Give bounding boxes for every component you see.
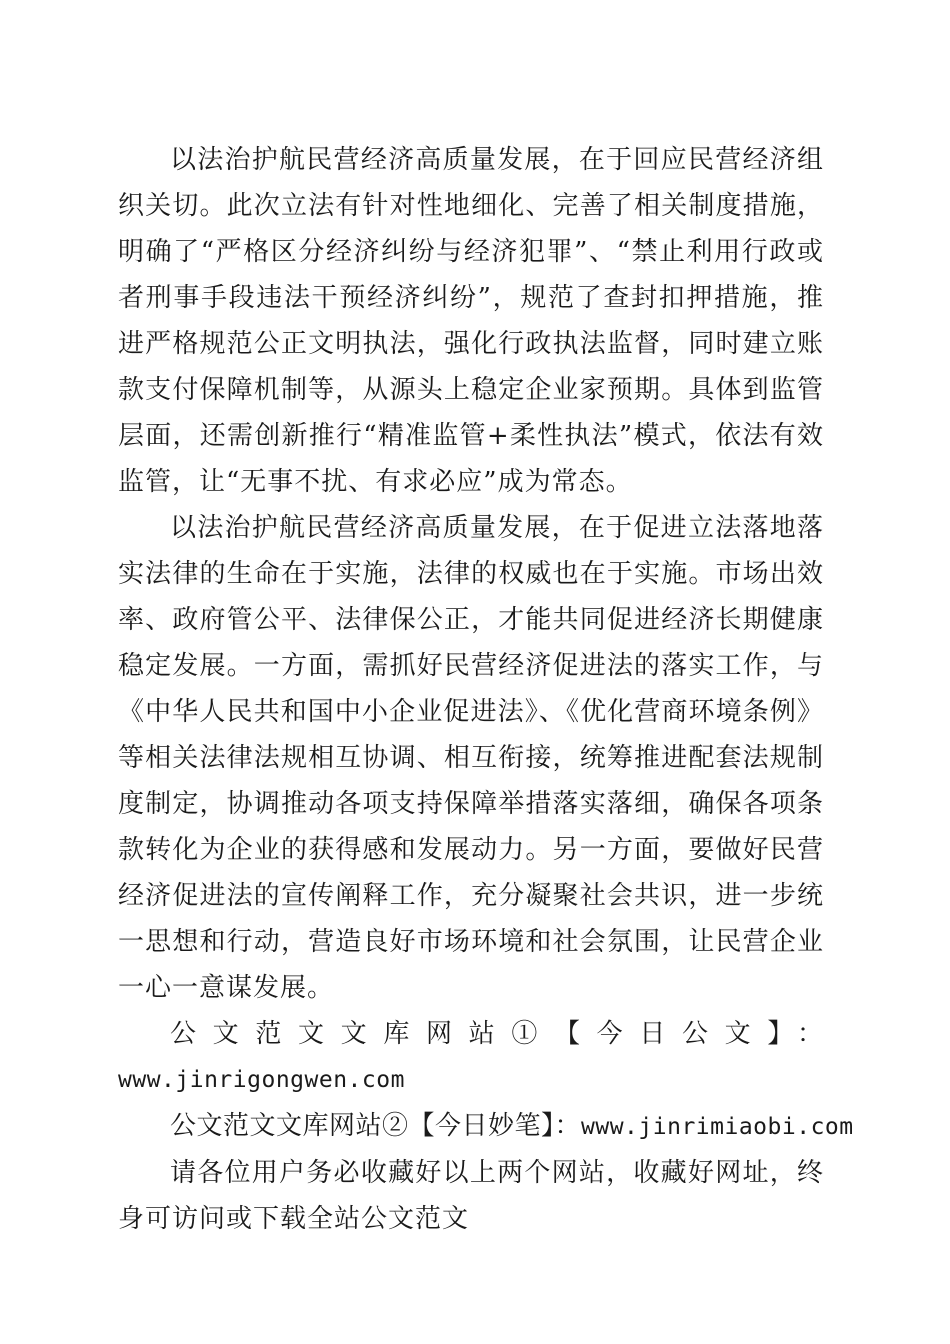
paragraph-1: 以法治护航民营经济高质量发展，在于回应民营经济组织关切。此次立法有针对性地细化、完善了相关制度措施，明确了“严格区分经济纠纷与经济犯罪”、“禁止利用行政或者刑事手段违法干预经济纠纷”，规范了查封扣押措施，推进严格规范公正文明执法，强化行政执法监督，同时建立账款支付保障机制等，从源头上稳定企业家预期。具体到监管层面，还需创新推行“精准监管+柔性执法”模式，依法有效监管，让“无事不扰、有求必应”成为常态。 [118,145,824,497]
site-2-block [118,1103,854,1150]
paragraph-2: 以法治护航民营经济高质量发展，在于促进立法落地落实法律的生命在于实施，法律的权威也在于实施。市场出效率、政府管公平、法律保公正，才能共同促进经济长期健康稳定发展。一方面，需抓好民营经济促进法的落实工作，与《中华人民共和国中小企业促进法》、《优化营商环境条例》等相关法律法规相互协调、相互衔接，统筹推进配套法规制度制定，协调推动各项支持保障举措落实落细，确保各项条款转化为企业的获得感和发展动力。另一方面，要做好民营经济促进法的宣传阐释工作，充分凝聚社会共识，进一步统一思想和行动，营造良好市场环境和社会氛围，让民营企业一心一意谋发展。 [118,513,824,1003]
site-1-url[interactable]: www.jinrigongwen.com [118,1067,405,1093]
site-1-label: 公文范文文库网站①【今日公文】： [170,1019,824,1049]
site-2-label: 公文范文文库网站②【今日妙笔】： [170,1111,582,1141]
document-page [118,137,854,1242]
notice-paragraph: 请各位用户务必收藏好以上两个网站，收藏好网址，终身可访问或下载全站公文范文 [118,1158,824,1234]
site-2-url[interactable]: www.jinrimiaobi.com [581,1114,854,1140]
site-1-block [118,1011,824,1103]
